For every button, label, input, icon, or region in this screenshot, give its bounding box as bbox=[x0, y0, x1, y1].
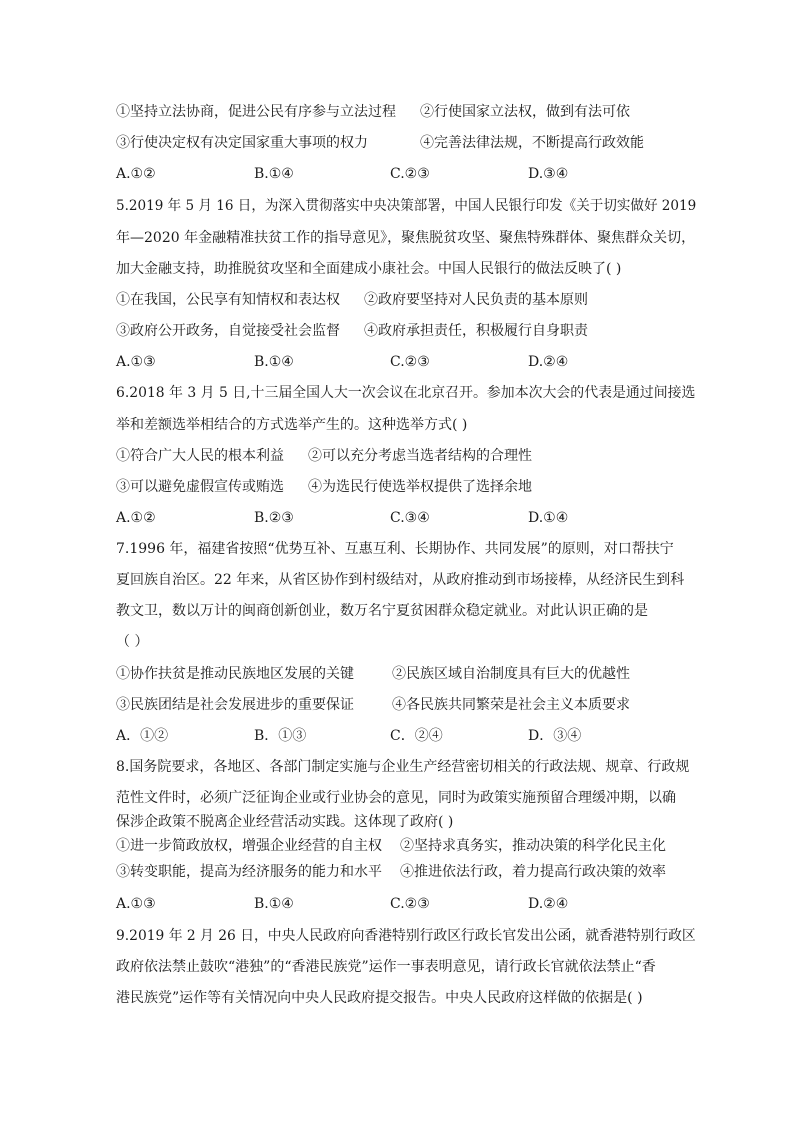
q7-stem-line-3: 教文卫，数以万计的闽商创新创业，数万名宁夏贫困群众稳定就业。对此认识正确的是 bbox=[116, 603, 648, 619]
q9-stem-line-3: 港民族党”运作等有关情况向中央人民政府提交报告。中央人民政府这样做的依据是( ) bbox=[116, 990, 643, 1006]
q7-stem-line-4: （ ） bbox=[116, 634, 149, 650]
q8-stem-line-3: 保涉企政策不脱离企业经营活动实践。这体现了政府( ) bbox=[116, 814, 454, 830]
q6-choice-a: A.①② bbox=[116, 510, 156, 526]
q4-option-2: ②行使国家立法权，做到有法可依 bbox=[420, 104, 630, 120]
q4-choice-d: D.③④ bbox=[528, 166, 569, 182]
q7-option-3: ③民族团结是社会发展进步的重要保证 bbox=[116, 697, 354, 713]
q8-option-3: ③转变职能，提高为经济服务的能力和水平 bbox=[116, 864, 382, 880]
q6-option-3: ③可以避免虚假宣传或贿选 bbox=[116, 479, 284, 495]
q7-choice-a: A．①② bbox=[116, 728, 169, 744]
q6-option-4: ④为选民行使选举权提供了选择余地 bbox=[308, 479, 532, 495]
q8-stem-line-2: 范性文件时，必须广泛征询企业或行业协会的意见，同时为政策实施预留合理缓冲期，以确 bbox=[116, 790, 676, 806]
q4-option-1: ①坚持立法协商，促进公民有序参与立法过程 bbox=[116, 104, 396, 120]
q8-option-2: ②坚持求真务实，推动决策的科学化民主化 bbox=[400, 838, 666, 854]
q5-choice-c: C.②③ bbox=[390, 354, 430, 370]
q5-option-2: ②政府要坚持对人民负责的基本原则 bbox=[364, 292, 588, 308]
q6-choice-b: B.②③ bbox=[254, 510, 294, 526]
q4-choice-b: B.①④ bbox=[254, 166, 294, 182]
q7-stem-line-1: 7.1996 年，福建省按照“优势互补、互惠互利、长期协作、共同发展”的原则，对口帮扶宁 bbox=[116, 541, 674, 557]
q8-option-4: ④推进依法行政，着力提高行政决策的效率 bbox=[400, 864, 666, 880]
q7-choice-c: C．②④ bbox=[390, 728, 443, 744]
q5-stem-line-2: 年—2020 年金融精准扶贫工作的指导意见》，聚焦脱贫攻坚、聚焦特殊群体、聚焦群众关切， bbox=[116, 230, 696, 246]
q8-choice-d: D.②④ bbox=[528, 896, 569, 912]
q5-choice-b: B.①④ bbox=[254, 354, 294, 370]
q4-choice-a: A.①② bbox=[116, 166, 156, 182]
q8-choice-b: B.①④ bbox=[254, 896, 294, 912]
q5-choice-a: A.①③ bbox=[116, 354, 156, 370]
q6-stem-line-2: 举和差额选举相结合的方式选举产生的。这种选举方式( ) bbox=[116, 417, 468, 433]
q5-stem-line-1: 5.2019 年 5 月 16 日，为深入贯彻落实中央决策部署，中国人民银行印发《关于切实做好 2019 bbox=[116, 198, 697, 214]
q7-option-4: ④各民族共同繁荣是社会主义本质要求 bbox=[392, 697, 630, 713]
q6-option-1: ①符合广大人民的根本利益 bbox=[116, 448, 284, 464]
q7-choice-b: B．①③ bbox=[254, 728, 307, 744]
q6-choice-c: C.③④ bbox=[390, 510, 430, 526]
q8-choice-c: C.②③ bbox=[390, 896, 430, 912]
q7-option-2: ②民族区域自治制度具有巨大的优越性 bbox=[392, 666, 630, 682]
q6-choice-d: D.①④ bbox=[528, 510, 569, 526]
q8-choice-a: A.①③ bbox=[116, 896, 156, 912]
q5-choice-d: D.②④ bbox=[528, 354, 569, 370]
q6-stem-line-1: 6.2018 年 3 月 5 日,十三届全国人大一次会议在北京召开。参加本次大会的代表是通过间接选 bbox=[116, 385, 696, 401]
q7-choice-d: D．③④ bbox=[528, 728, 582, 744]
q4-choice-c: C.②③ bbox=[390, 166, 430, 182]
q5-stem-line-3: 加大金融支持，助推脱贫攻坚和全面建成小康社会。中国人民银行的做法反映了( ) bbox=[116, 261, 622, 277]
q8-stem-line-1: 8.国务院要求，各地区、各部门制定实施与企业生产经营密切相关的行政法规、规章、行政规 bbox=[116, 759, 690, 775]
q4-option-3: ③行使决定权有决定国家重大事项的权力 bbox=[116, 135, 368, 151]
q5-option-4: ④政府承担责任，积极履行自身职责 bbox=[364, 323, 588, 339]
q9-stem-line-2: 政府依法禁止鼓吹“港独”的“香港民族党”运作一事表明意见，请行政长官就依法禁止“香 bbox=[116, 959, 656, 975]
q8-option-1: ①进一步简政放权，增强企业经营的自主权 bbox=[116, 838, 382, 854]
q6-option-2: ②可以充分考虑当选者结构的合理性 bbox=[308, 448, 532, 464]
q7-option-1: ①协作扶贫是推动民族地区发展的关键 bbox=[116, 666, 354, 682]
q7-stem-line-2: 夏回族自治区。22 年来，从省区协作到村级结对，从政府推动到市场接棒，从经济民生到科 bbox=[116, 572, 685, 588]
q9-stem-line-1: 9.2019 年 2 月 26 日，中央人民政府向香港特别行政区行政长官发出公函，就香港特别行政区 bbox=[116, 928, 696, 944]
q5-option-3: ③政府公开政务，自觉接受社会监督 bbox=[116, 323, 340, 339]
q5-option-1: ①在我国，公民享有知情权和表达权 bbox=[116, 292, 340, 308]
q4-option-4: ④完善法律法规，不断提高行政效能 bbox=[420, 135, 644, 151]
